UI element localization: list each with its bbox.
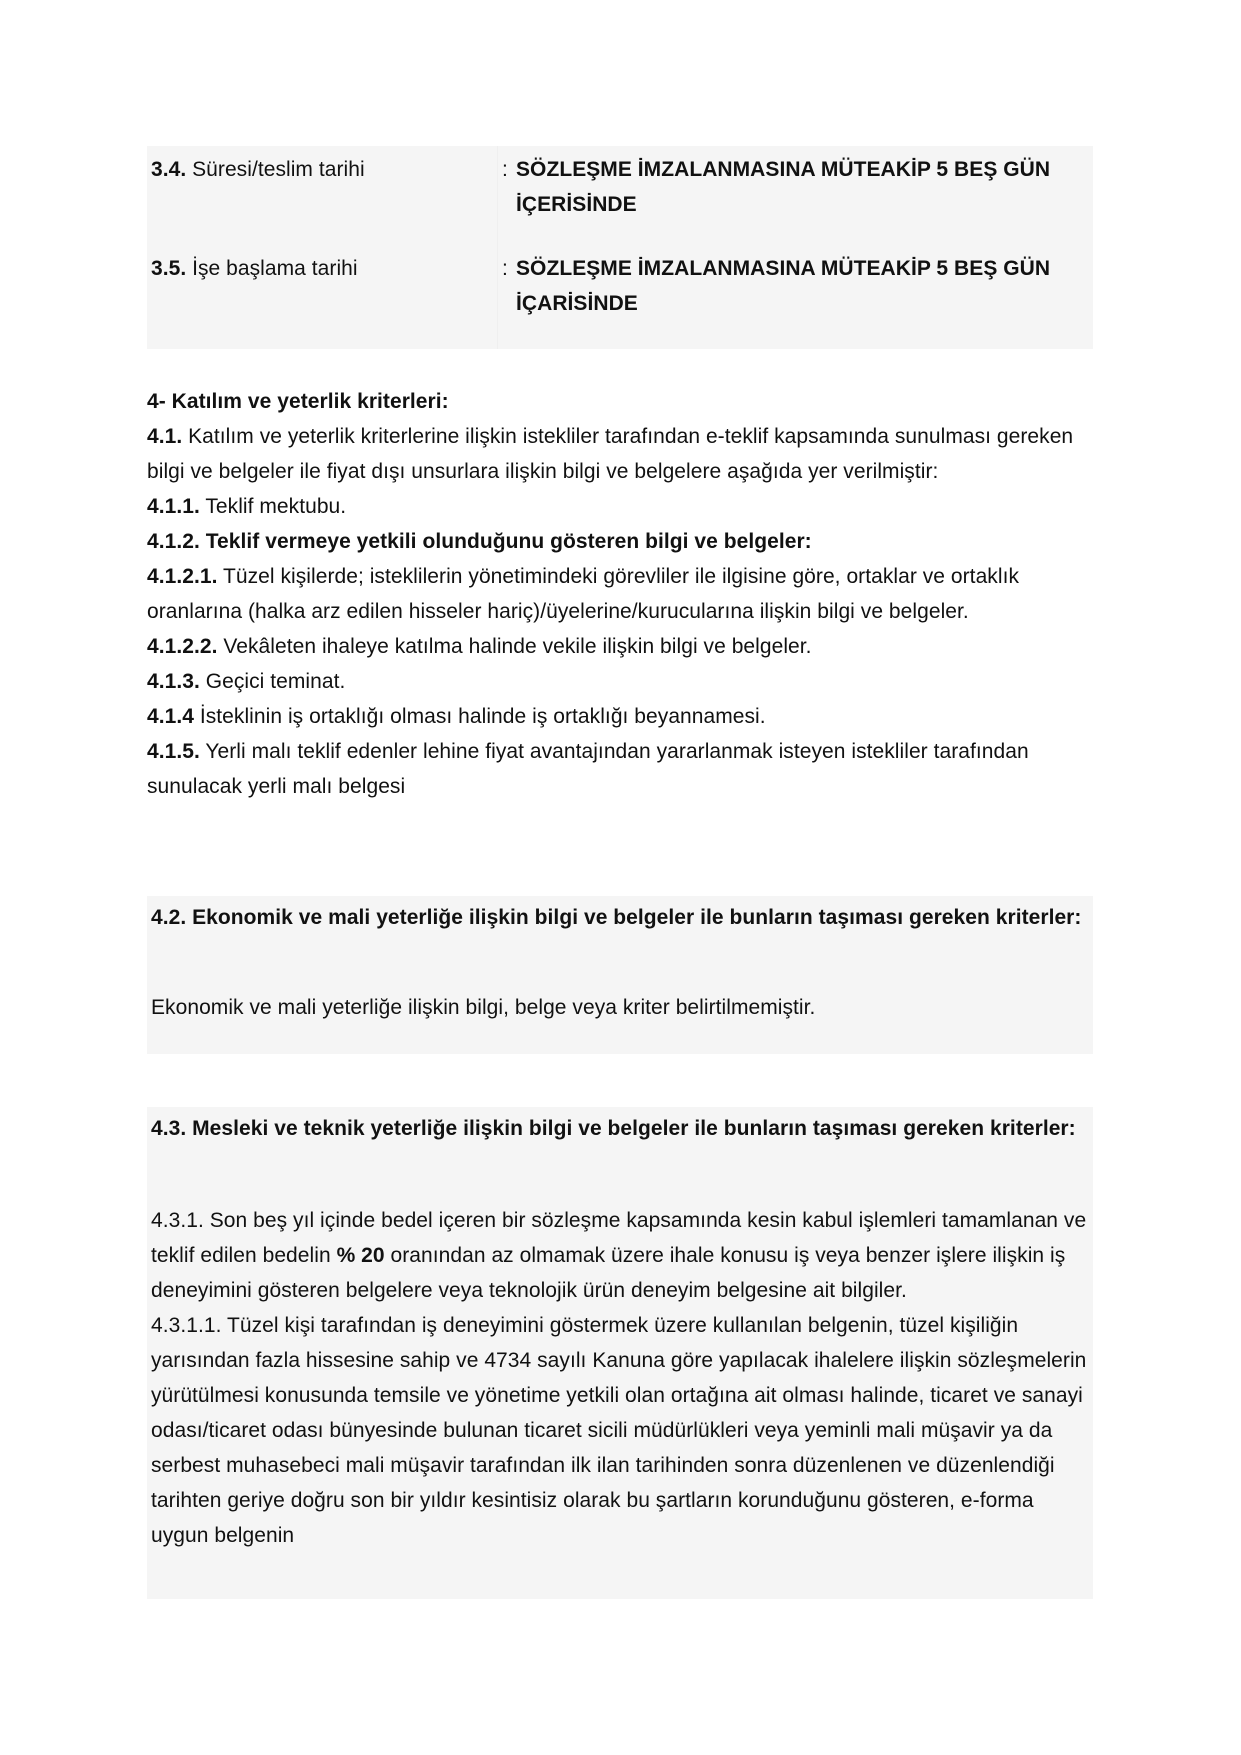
list-item [147,559,1097,629]
percentage-value: % 20 [336,1244,385,1267]
section-heading: 4- Katılım ve yeterlik kriterleri: [147,390,449,413]
paragraph-text: 4.3.1. Son beş yıl içinde bedel içeren bir sözleşme kapsamında kesin kabul işlemleri tamamlanan ve teklif edilen bedelin [151,1209,1087,1267]
section-4-3-heading: 4.3. Mesleki ve teknik yeterliğe ilişkin bilgi ve belgeler ile bunların taşıması gereken kriterler: [151,1117,1076,1140]
section-4 [147,384,1097,804]
item-number: 4.1.1. [147,495,200,518]
section-heading [151,1111,1089,1146]
list-item [147,629,1097,664]
item-text: Yerli malı teklif edenler lehine fiyat avantajından yararlanmak isteyen istekliler tarafından sunulacak yerli malı belgesi [147,740,1029,798]
list-item [147,524,1097,559]
row-label [151,251,491,286]
item-text: Tüzel kişilerde; isteklilerin yönetimindeki görevliler ile ilgisine göre, ortaklar ve ortaklık oranlarına (halka arz edilen hisseler hariç)/üyelerine/kurucularına ilişkin bilgi ve belgeler. [147,565,1019,623]
row-label [151,152,491,187]
section-4-2-body: Ekonomik ve mali yeterliğe ilişkin bilgi, belge veya kriter belirtilmemiştir. [151,996,816,1019]
section-4-2-box [147,896,1093,1054]
section-body [151,1203,1089,1553]
row-number: 3.5. [151,257,187,280]
section-4-2-heading: 4.2. Ekonomik ve mali yeterliğe ilişkin bilgi ve belgeler ile bunların taşıması gereken kriterler: [151,906,1082,929]
item-number: 4.1.2.2. [147,635,218,658]
item-number: 4.1.5. [147,740,200,763]
section-heading [151,900,1089,935]
row-value: SÖZLEŞME İMZALANMASINA MÜTEAKİP 5 BEŞ GÜN İÇERİSİNDE [516,158,1051,216]
paragraph-text: oranından az olmamak üzere ihale konusu iş veya benzer işlere ilişkin iş deneyimini gösteren belgelere veya teknolojik ürün deneyim belgesine ait bilgiler. [151,1244,1066,1302]
row-value: SÖZLEŞME İMZALANMASINA MÜTEAKİP 5 BEŞ GÜN İÇARİSİNDE [516,257,1051,315]
item-number: 4.1.3. [147,670,200,693]
row-colon: : [502,257,508,280]
duration-table [147,146,1093,349]
section-body [151,990,1089,1025]
item-number: 4.1.2.1. [147,565,218,588]
row-colon: : [502,158,508,181]
item-text: Katılım ve yeterlik kriterlerine ilişkin istekliler tarafından e-teklif kapsamında sunulması gereken bilgi ve belgeler ile fiyat dışı unsurlara ilişkin bilgi ve belgelere aşağıda yer verilmiştir: [147,425,1074,483]
paragraph-4-3-1-1: 4.3.1.1. Tüzel kişi tarafından iş deneyimini göstermek üzere kullanılan belgenin, tüzel kişiliğin yarısından fazla hissesine sahip ve 4734 sayılı Kanuna göre yapılacak ihalelere ilişkin sözleşmelerin yürütülmesi konusunda temsile ve yönetime yetkili olan ortağına ait olması halinde, ticaret ve sanayi odası/ticaret odası bünyesinde bulunan ticaret sicili müdürlükleri veya yeminli mali müşavir ya da serbest muhasebeci mali müşavir tarafından ilk ilan tarihinden sonra düzenlenen ve düzenlendiği tarihten geriye doğru son bir yıldır kesintisiz olarak bu şartların korunduğunu gösteren, e-forma uygun belgenin [151,1314,1087,1547]
item-number: 4.1. [147,425,183,448]
column-divider [497,146,498,349]
paragraph-4-3-1 [151,1203,1089,1308]
row-label-text: Süresi/teslim tarihi [192,158,365,181]
item-text: İsteklinin iş ortaklığı olması halinde iş ortaklığı beyannamesi. [199,705,766,728]
item-text: Vekâleten ihaleye katılma halinde vekile ilişkin bilgi ve belgeler. [223,635,812,658]
item-text: Teklif vermeye yetkili olunduğunu gösteren bilgi ve belgeler: [205,530,812,553]
list-item [147,664,1097,699]
item-text: Geçici teminat. [205,670,346,693]
row-number: 3.4. [151,158,187,181]
list-item [147,699,1097,734]
section-4-3-box [147,1107,1093,1599]
item-number: 4.1.2. [147,530,200,553]
list-item [147,489,1097,524]
item-text: Teklif mektubu. [205,495,347,518]
list-item [147,734,1097,804]
item-number: 4.1.4 [147,705,194,728]
list-item [147,419,1097,489]
row-label-text: İşe başlama tarihi [192,257,358,280]
